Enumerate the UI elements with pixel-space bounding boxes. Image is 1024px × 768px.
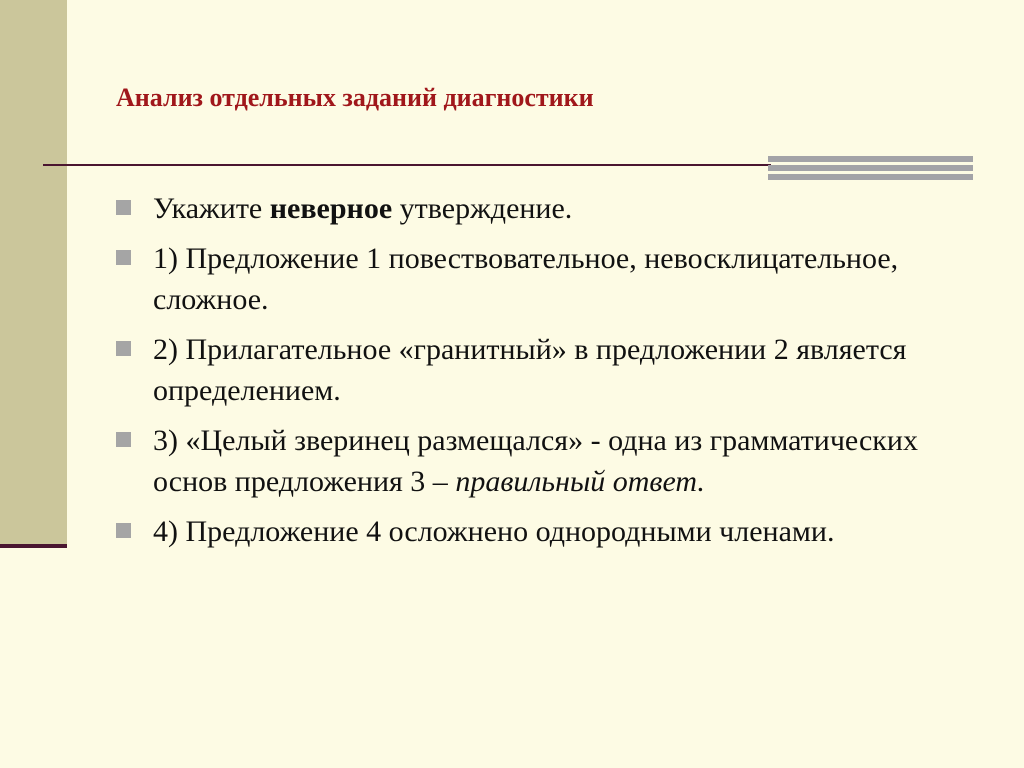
bullet-list — [116, 188, 976, 561]
square-bullet-icon — [116, 341, 131, 356]
title-divider — [43, 164, 771, 166]
bullet-item-option-1 — [116, 238, 976, 320]
option-1-text: 1) Предложение 1 повествовательное, невосклицательное, сложное. — [153, 242, 899, 316]
square-bullet-icon — [116, 200, 131, 215]
option-4-text: 4) Предложение 4 осложнено однородными членами. — [153, 515, 835, 548]
divider-stripe — [768, 156, 973, 162]
side-band-rule — [0, 544, 67, 548]
correct-answer-note: правильный ответ. — [455, 465, 705, 498]
instruction-emphasis: неверное — [269, 192, 393, 225]
square-bullet-icon — [116, 250, 131, 265]
divider-stripe-block — [768, 156, 973, 180]
bullet-item-option-2 — [116, 329, 976, 411]
slide-title: Анализ отдельных заданий диагностики — [116, 83, 594, 112]
square-bullet-icon — [116, 432, 131, 447]
divider-stripe — [768, 174, 973, 180]
instruction-text-start: Укажите — [153, 192, 270, 225]
side-band — [0, 0, 67, 544]
divider-stripe — [768, 165, 973, 171]
instruction-text-end: утверждение. — [392, 192, 573, 225]
option-2-text: 2) Прилагательное «гранитный» в предложении 2 является определением. — [153, 333, 907, 407]
bullet-item-option-4 — [116, 511, 976, 552]
bullet-item-instruction — [116, 188, 976, 229]
bullet-item-option-3 — [116, 420, 976, 502]
square-bullet-icon — [116, 523, 131, 538]
option-3-text: 3) «Целый зверинец размещался» - одна из грамматических основ предложения 3 – — [153, 424, 918, 498]
